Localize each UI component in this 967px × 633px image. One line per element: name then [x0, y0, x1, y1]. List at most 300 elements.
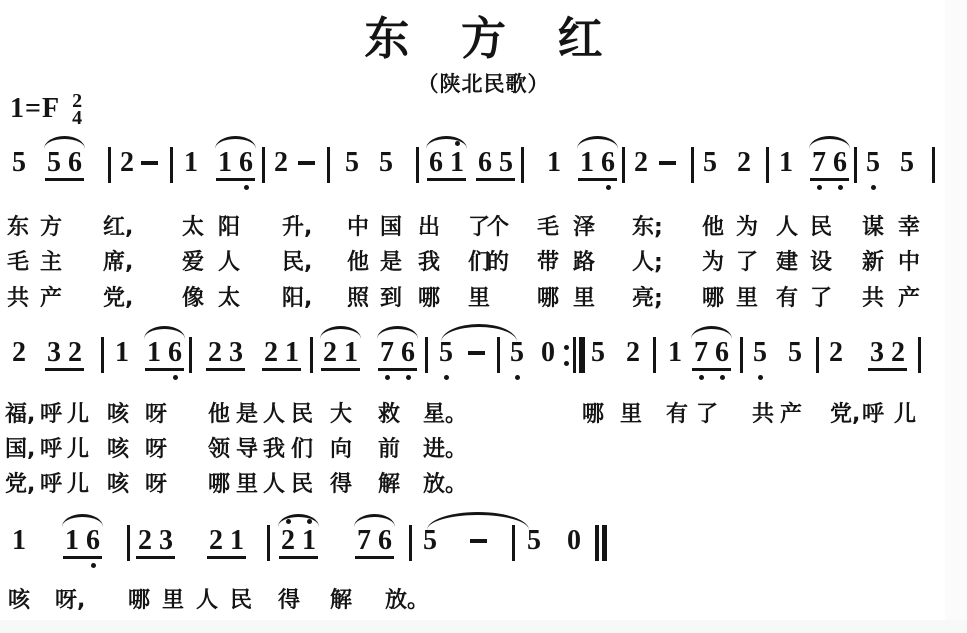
barline	[267, 525, 270, 561]
lyric-syllable: 路	[573, 250, 596, 275]
note-group	[136, 525, 175, 559]
note-digits	[10, 525, 28, 556]
note-digit: 2	[274, 147, 288, 178]
lyric-syllable: 里	[236, 472, 259, 497]
barline	[262, 147, 265, 183]
note-group	[751, 337, 769, 368]
note-group	[525, 525, 543, 556]
lyric-row-3	[0, 281, 967, 311]
note-digit: 2	[323, 337, 337, 368]
lyric-syllable: 产	[898, 286, 921, 311]
note-digit: 6	[715, 340, 729, 366]
barline	[653, 337, 656, 373]
note-digit: 5	[379, 147, 393, 178]
note-digits	[206, 337, 245, 371]
lyric-syllable: 解	[330, 588, 353, 613]
duration-dash	[659, 161, 676, 165]
note-digit: 1	[450, 150, 464, 176]
note-digit: 2	[829, 337, 843, 368]
scan-edge-bottom	[0, 620, 967, 633]
note-digits	[10, 337, 28, 368]
lyric-syllable: 呼	[40, 472, 63, 497]
octave-dot-below	[606, 185, 611, 190]
note-group	[589, 337, 607, 368]
lyric-syllable: 党,	[103, 286, 134, 311]
note-digits	[378, 337, 417, 371]
final-bar-thin	[595, 525, 599, 561]
lyric-syllable: 幸	[898, 215, 921, 240]
lyric-syllable: 谋	[862, 215, 885, 240]
note-digit: 2	[138, 525, 152, 556]
final-barline	[595, 525, 607, 561]
note-digit: 7	[812, 150, 826, 176]
note-digits	[525, 525, 543, 556]
lyric-syllable: 咳	[8, 588, 31, 613]
note-digit: 1	[344, 337, 358, 368]
lyric-syllable: 咳	[107, 437, 130, 462]
song-subtitle: （陕北民歌）	[417, 72, 550, 96]
lyric-syllable: 导	[236, 437, 259, 462]
repeat-dot	[564, 361, 569, 366]
lyric-syllable: 人	[776, 215, 799, 240]
lyric-syllable: 呼	[862, 402, 885, 427]
lyric-syllable: 产	[780, 402, 803, 427]
note-group	[624, 337, 642, 368]
lyric-syllable: 儿	[894, 402, 917, 427]
lyric-syllable: 国,	[5, 437, 36, 462]
time-signature-top: 2	[72, 90, 83, 112]
barline	[425, 337, 428, 373]
barline	[740, 337, 743, 373]
note-digit: 5	[510, 340, 524, 366]
note-digit: 1	[65, 525, 79, 556]
note-digit: 2	[626, 337, 640, 368]
lyric-syllable: 像	[182, 286, 205, 311]
note-digit: 3	[47, 337, 61, 368]
note-digit: 5	[499, 147, 513, 178]
note-group	[63, 525, 102, 559]
note-digits	[145, 337, 184, 371]
note-digit: 1	[668, 337, 682, 368]
lyric-syllable: 建	[776, 250, 799, 275]
note-digits	[63, 525, 102, 559]
lyric-syllable: 呀	[145, 472, 168, 497]
lyric-syllable: 为	[736, 215, 759, 240]
lyric-syllable: 阳	[218, 215, 241, 240]
note-digits	[589, 337, 607, 368]
note-group	[545, 147, 563, 178]
note-digits	[321, 337, 360, 371]
octave-dot-below	[699, 375, 704, 380]
lyric-syllable: 毛	[7, 250, 30, 275]
note-digit: 1	[147, 337, 161, 368]
note-digit: 0	[541, 337, 555, 368]
note-digits	[10, 147, 28, 178]
lyric-syllable: 中	[898, 250, 921, 275]
lyric-syllable: 太	[218, 286, 241, 311]
note-group	[145, 337, 184, 371]
note-digit: 6	[429, 147, 443, 178]
note-digits	[45, 337, 84, 371]
octave-dot-above	[286, 519, 291, 524]
note-digits	[666, 337, 684, 368]
note-digit: 5	[900, 147, 914, 178]
lyric-syllable: 是	[236, 402, 259, 427]
lyric-row-2	[0, 245, 967, 275]
barline	[409, 525, 412, 561]
lyric-syllable: 呀,	[55, 588, 86, 613]
barline	[170, 147, 173, 183]
barline	[521, 147, 524, 183]
lyric-syllable: 人	[196, 588, 219, 613]
note-group	[272, 147, 290, 178]
note-group	[45, 337, 84, 371]
lyric-row-7	[0, 583, 967, 613]
lyric-syllable: 里	[468, 286, 491, 311]
note-digits	[786, 337, 804, 368]
note-group	[378, 337, 417, 371]
lyric-syllable: 人;	[632, 250, 663, 275]
note-group	[421, 525, 439, 556]
lyric-syllable: 呀	[145, 402, 168, 427]
lyric-syllable: 进。	[423, 437, 468, 462]
note-digit: 1	[184, 147, 198, 178]
lyric-syllable: 他	[347, 250, 370, 275]
repeat-end-barline	[564, 337, 585, 373]
note-digit: 7	[357, 525, 371, 556]
lyric-syllable: 放。	[423, 472, 468, 497]
note-digit: 1	[779, 147, 793, 178]
lyric-syllable: 民	[291, 472, 314, 497]
note-digits	[216, 147, 255, 181]
barline	[918, 337, 921, 373]
lyric-syllable: 他	[208, 402, 231, 427]
note-group	[377, 147, 395, 178]
note-digit: 6	[401, 340, 415, 366]
lyric-row-4	[0, 397, 967, 427]
note-group	[701, 147, 719, 178]
note-group	[355, 525, 394, 559]
note-group	[476, 147, 515, 181]
note-digits	[578, 147, 617, 181]
note-digits	[864, 147, 882, 178]
lyric-syllable: 得	[278, 588, 301, 613]
time-signature	[72, 90, 83, 129]
barline	[932, 147, 935, 183]
note-digits	[508, 337, 526, 368]
note-digit: 3	[229, 337, 243, 368]
note-digit: 3	[159, 525, 173, 556]
note-digit: 2	[68, 337, 82, 368]
note-group	[45, 147, 84, 181]
duration-dash	[468, 351, 485, 355]
lyric-syllable: 人	[263, 402, 286, 427]
key-text: 1=F	[10, 93, 61, 124]
note-digit: 6	[478, 147, 492, 178]
octave-dot-below	[720, 375, 725, 380]
note-digit: 1	[218, 147, 232, 178]
barline	[512, 525, 515, 561]
lyric-syllable: 太	[182, 215, 205, 240]
lyric-syllable: 向	[330, 437, 353, 462]
note-digit: 3	[870, 337, 884, 368]
lyric-syllable: 升,	[282, 215, 313, 240]
lyric-syllable: 们的	[468, 250, 507, 275]
note-digits	[207, 525, 246, 559]
lyric-syllable: 我	[263, 437, 286, 462]
lyric-syllable: 里	[162, 588, 185, 613]
note-group	[118, 147, 136, 178]
lyric-syllable: 国	[380, 215, 403, 240]
lyric-syllable: 照	[347, 286, 370, 311]
note-digits	[632, 147, 650, 178]
lyric-syllable: 毛	[537, 215, 560, 240]
lyric-syllable: 了	[810, 286, 833, 311]
note-group	[777, 147, 795, 178]
note-digits	[701, 147, 719, 178]
note-digit: 1	[12, 525, 26, 556]
note-group	[10, 337, 28, 368]
barline	[816, 337, 819, 373]
lyric-syllable: 到	[380, 286, 403, 311]
lyric-syllable: 我	[418, 250, 441, 275]
note-digits	[545, 147, 563, 178]
music-line-3	[0, 512, 967, 574]
key-signature	[10, 90, 83, 129]
lyric-syllable: 哪	[418, 286, 441, 311]
repeat-thin-bar	[573, 337, 576, 373]
lyric-syllable: 共	[862, 286, 885, 311]
note-group	[427, 147, 466, 181]
note-digit: 1	[230, 525, 244, 556]
barline	[327, 147, 330, 183]
barline	[310, 337, 313, 373]
note-digit: 5	[788, 337, 802, 368]
lyric-syllable: 哪	[128, 588, 151, 613]
note-group	[207, 525, 246, 559]
note-group	[279, 525, 318, 559]
note-digit: 5	[423, 525, 437, 556]
note-digit: 2	[737, 147, 751, 178]
note-digits	[355, 525, 394, 559]
lyric-syllable: 红,	[103, 215, 134, 240]
octave-dot-below	[515, 375, 520, 380]
lyric-syllable: 咳	[107, 472, 130, 497]
lyric-syllable: 泽	[573, 215, 596, 240]
lyric-row-5	[0, 432, 967, 462]
note-digits	[735, 147, 753, 178]
note-digits	[898, 147, 916, 178]
lyric-syllable: 了	[696, 402, 719, 427]
lyric-syllable: 是	[380, 250, 403, 275]
duration-dash	[141, 161, 158, 165]
lyric-syllable: 解	[378, 472, 401, 497]
note-digit: 2	[120, 147, 134, 178]
lyric-syllable: 了	[736, 250, 759, 275]
lyric-syllable: 大	[330, 402, 353, 427]
note-group	[868, 337, 907, 371]
note-group	[508, 337, 526, 368]
barline	[854, 147, 857, 183]
note-digit: 6	[168, 340, 182, 366]
note-digits	[827, 337, 845, 368]
lyric-syllable: 了个	[468, 215, 507, 240]
note-group	[735, 147, 753, 178]
barline	[189, 337, 192, 373]
note-digit: 5	[47, 147, 61, 178]
lyric-row-6	[0, 467, 967, 497]
note-digits	[45, 147, 84, 181]
note-digits	[868, 337, 907, 371]
note-digits	[565, 525, 583, 556]
note-digit: 0	[567, 525, 581, 556]
repeat-dots	[564, 345, 569, 366]
note-digits	[262, 337, 301, 371]
lyric-syllable: 产	[40, 286, 63, 311]
lyric-syllable: 福,	[5, 402, 36, 427]
note-group	[692, 337, 731, 371]
lyric-syllable: 中	[347, 215, 370, 240]
lyric-syllable: 民	[810, 215, 833, 240]
barline	[101, 337, 104, 373]
lyric-syllable: 民	[291, 402, 314, 427]
note-digits	[279, 525, 318, 559]
octave-dot-below	[406, 375, 411, 380]
note-group	[262, 337, 301, 371]
note-digit: 6	[68, 147, 82, 178]
note-group	[565, 525, 583, 556]
note-digits	[476, 147, 515, 181]
note-digit: 6	[601, 150, 615, 176]
lyric-syllable: 人	[218, 250, 241, 275]
note-digit: 2	[634, 147, 648, 178]
barline	[691, 147, 694, 183]
note-digits	[118, 147, 136, 178]
note-digit: 5	[753, 340, 767, 366]
note-digits	[421, 525, 439, 556]
lyric-syllable: 呼	[40, 437, 63, 462]
note-group	[632, 147, 650, 178]
octave-dot-below	[838, 185, 843, 190]
time-signature-bottom: 4	[72, 107, 83, 129]
note-digits	[377, 147, 395, 178]
note-digits	[182, 147, 200, 178]
lyric-syllable: 东	[7, 215, 30, 240]
lyric-syllable: 方	[40, 215, 63, 240]
note-digit: 5	[703, 147, 717, 178]
note-group	[898, 147, 916, 178]
lyric-syllable: 共	[7, 286, 30, 311]
song-title: 东 方 红	[364, 12, 621, 65]
lyric-syllable: 有	[776, 286, 799, 311]
note-digit: 5	[866, 150, 880, 176]
lyric-syllable: 亮;	[632, 286, 663, 311]
note-digit: 5	[527, 525, 541, 556]
lyric-syllable: 设	[810, 250, 833, 275]
lyric-syllable: 哪	[702, 286, 725, 311]
note-group	[113, 337, 131, 368]
lyric-syllable: 人	[263, 472, 286, 497]
music-line-1	[0, 134, 967, 196]
lyric-syllable: 有	[666, 402, 689, 427]
lyric-syllable: 主	[40, 250, 63, 275]
lyric-syllable: 们	[291, 437, 314, 462]
note-digits	[777, 147, 795, 178]
lyric-syllable: 新	[862, 250, 885, 275]
note-digit: 7	[694, 340, 708, 366]
final-bar-thick	[602, 525, 607, 561]
note-digit: 1	[580, 147, 594, 178]
lyric-syllable: 儿	[67, 437, 90, 462]
barline	[416, 147, 419, 183]
barline	[766, 147, 769, 183]
lyric-syllable: 救	[378, 402, 401, 427]
lyric-syllable: 为	[702, 250, 725, 275]
note-group	[786, 337, 804, 368]
lyric-syllable: 咳	[107, 402, 130, 427]
lyric-syllable: 民	[230, 588, 253, 613]
lyric-syllable: 带	[537, 250, 560, 275]
music-line-2	[0, 324, 967, 386]
note-digit: 2	[209, 525, 223, 556]
note-digit: 2	[264, 337, 278, 368]
note-group	[206, 337, 245, 371]
barline	[108, 147, 111, 183]
note-digits	[437, 337, 455, 368]
scan-edge-right	[945, 0, 967, 633]
note-digits	[751, 337, 769, 368]
barline	[127, 525, 130, 561]
note-digit: 6	[239, 150, 253, 176]
note-group	[810, 147, 849, 181]
note-group	[578, 147, 617, 181]
note-digits	[692, 337, 731, 371]
note-group	[216, 147, 255, 181]
note-digit: 6	[86, 528, 100, 554]
note-group	[182, 147, 200, 178]
note-group	[437, 337, 455, 368]
lyric-syllable: 爱	[182, 250, 205, 275]
note-digit: 1	[547, 147, 561, 178]
note-digits	[272, 147, 290, 178]
lyric-syllable: 呼	[40, 402, 63, 427]
note-group	[864, 147, 882, 178]
octave-dot-above	[455, 141, 460, 146]
lyric-syllable: 哪	[537, 286, 560, 311]
note-digit: 6	[833, 150, 847, 176]
lyric-syllable: 里	[736, 286, 759, 311]
lyric-syllable: 里	[573, 286, 596, 311]
lyric-syllable: 儿	[67, 472, 90, 497]
lyric-syllable: 他	[702, 215, 725, 240]
note-group	[666, 337, 684, 368]
repeat-thick-bar	[579, 337, 585, 373]
note-digit: 1	[115, 337, 129, 368]
note-digit: 1	[302, 528, 316, 554]
lyric-syllable: 共	[752, 402, 775, 427]
note-digit: 5	[345, 147, 359, 178]
note-digit: 2	[281, 528, 295, 554]
note-digit: 6	[378, 525, 392, 556]
note-digits	[427, 147, 466, 181]
note-digits	[343, 147, 361, 178]
note-group	[321, 337, 360, 371]
note-digits	[136, 525, 175, 559]
octave-dot-below	[444, 375, 449, 380]
note-digit: 2	[12, 337, 26, 368]
lyric-syllable: 党,	[5, 472, 36, 497]
repeat-dot	[564, 345, 569, 350]
